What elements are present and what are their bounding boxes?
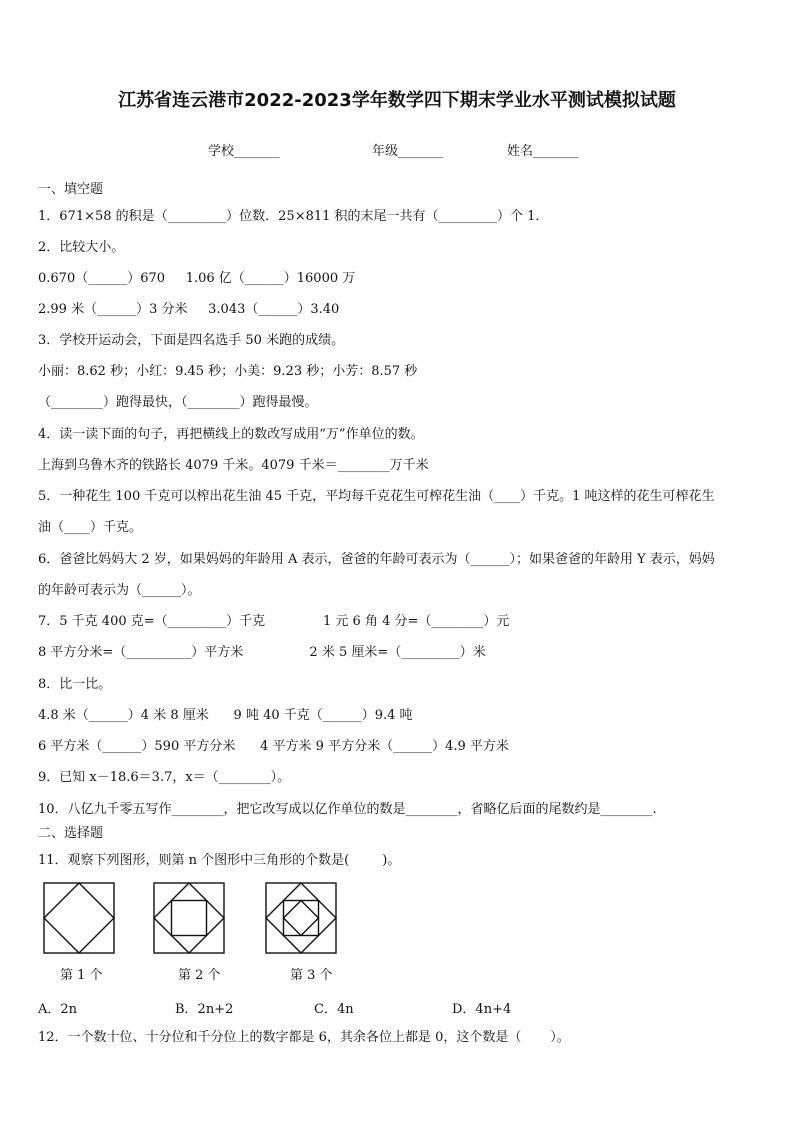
option-b[interactable]: B．2n+2 (175, 1002, 234, 1017)
question-4: 4．读一读下面的句子，再把横线上的数改写成用“万”作单位的数。 (38, 427, 424, 442)
question-6: 6．爸爸比妈妈大 2 岁，如果妈妈的年龄用 A 表示，爸爸的年龄可表示为（______）；如果爸爸的年龄用 Y 表示，妈妈 (38, 552, 715, 567)
question-2-row-1: 0.670（______）670 1.06 亿（______）16000 万 (38, 271, 356, 286)
grade-field: 年级_______ (372, 144, 444, 159)
figure-3-label: 第 3 个 (290, 968, 333, 983)
question-10: 10．八亿九千零五写作________，把它改写成以亿作单位的数是________，省略亿后面的尾数约是________. (38, 802, 657, 817)
figure-3 (265, 882, 337, 954)
figure-2-label: 第 2 个 (178, 968, 221, 983)
name-field: 姓名_______ (507, 144, 579, 159)
figure-1-label: 第 1 个 (60, 968, 103, 983)
option-c[interactable]: C．4n (314, 1002, 354, 1017)
section-choice: 二、选择题 (38, 826, 104, 841)
figure-2 (153, 882, 225, 954)
question-3-data: 小丽：8.62 秒；小红：9.45 秒；小美：9.23 秒；小芳：8.57 秒 (38, 364, 418, 379)
question-5: 5．一种花生 100 千克可以榨出花生油 45 千克，平均每千克花生可榨花生油（____）千克。1 吨这样的花生可榨花生 (38, 489, 715, 504)
question-6-cont: 的年龄可表示为（______）。 (38, 583, 201, 598)
question-2-row-2: 2.99 米（______）3 分米 3.043（______）3.40 (38, 302, 340, 317)
question-12: 12．一个数十位、十分位和千分位上的数字都是 6，其余各位上都是 0，这个数是（ ）。 (38, 1030, 570, 1045)
question-1: 1．671×58 的积是（_________）位数．25×811 积的末尾一共有（_________）个 1． (38, 209, 549, 224)
question-9: 9．已知 x－18.6＝3.7，x＝（________）。 (38, 770, 291, 785)
question-8: 8．比一比。 (38, 677, 112, 692)
question-4-sentence: 上海到乌鲁木齐的铁路长 4079 千米。4079 千米＝________万千米 (38, 458, 429, 473)
question-3-blanks: （________）跑得最快，（________）跑得最慢。 (38, 395, 318, 410)
question-2: 2．比较大小。 (38, 240, 125, 255)
option-d[interactable]: D．4n+4 (452, 1002, 512, 1017)
question-3: 3．学校开运动会，下面是四名选手 50 米跑的成绩。 (38, 333, 345, 348)
question-5-cont: 油（____）千克。 (38, 520, 143, 535)
option-a[interactable]: A．2n (38, 1002, 78, 1017)
page-title: 江苏省连云港市2022-2023学年数学四下期末学业水平测试模拟试题 (118, 90, 676, 111)
question-7: 7．5 千克 400 克=（_________）千克 1 元 6 角 4 分=（________）元 (38, 614, 510, 629)
section-fill-blank: 一、填空题 (38, 182, 104, 197)
question-8-row-2: 6 平方米（______）590 平方分米 4 平方米 9 平方分米（______）4.9 平方米 (38, 739, 509, 754)
figure-1 (43, 882, 115, 954)
school-field: 学校_______ (208, 144, 280, 159)
question-8-row-1: 4.8 米（______）4 米 8 厘米 9 吨 40 千克（______）9.4 吨 (38, 708, 413, 723)
question-7-row-2: 8 平方分米=（__________）平方米 2 米 5 厘米=（_________）米 (38, 645, 486, 660)
question-11: 11．观察下列图形，则第 n 个图形中三角形的个数是( )。 (38, 853, 401, 868)
